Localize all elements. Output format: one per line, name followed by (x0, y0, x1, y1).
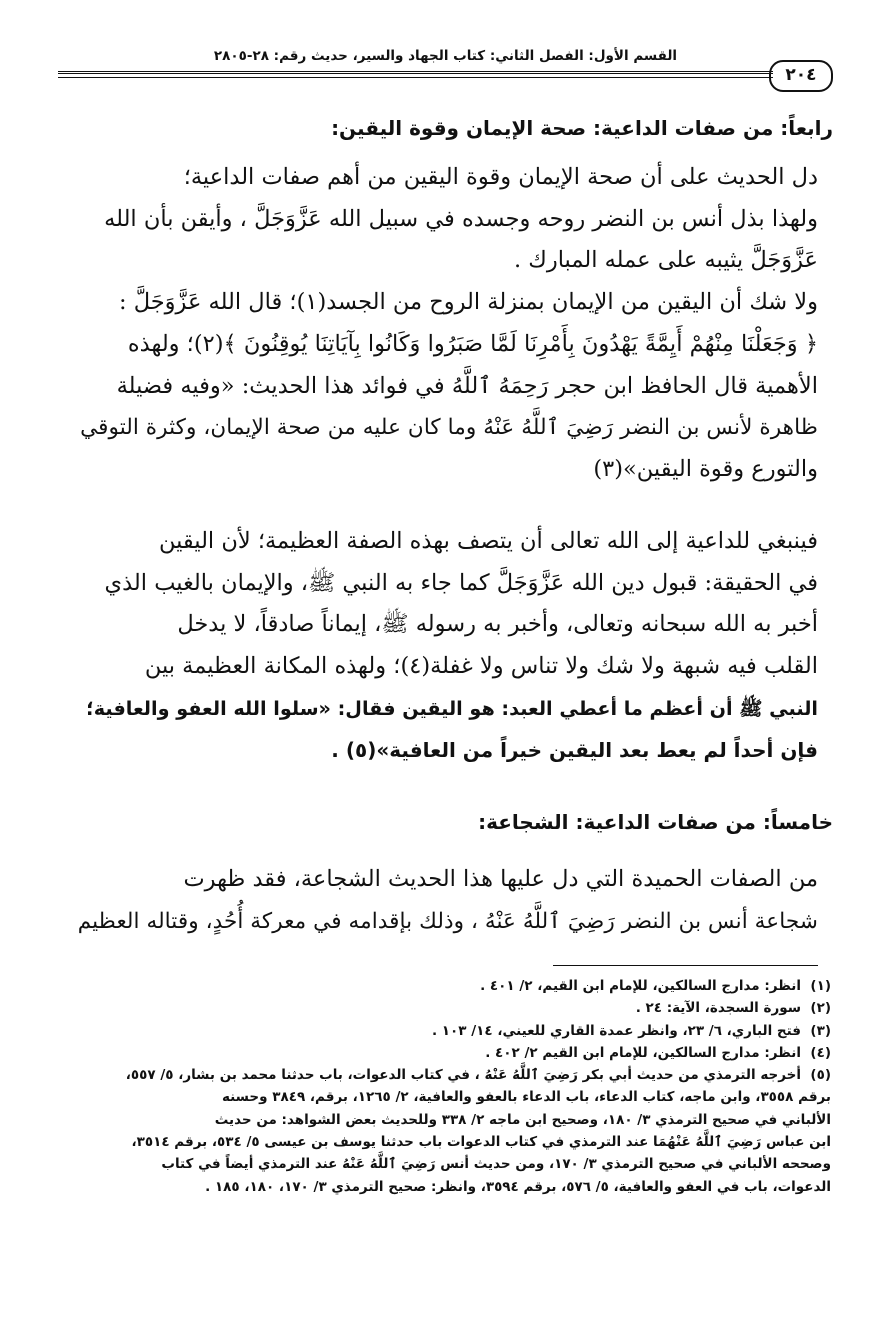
footnote-2 (80, 997, 831, 1019)
running-header: القسم الأول: الفصل الثاني: كتاب الجهاد والسير، حديث رقم: ٢٨-٢٨٠٥ (213, 48, 678, 64)
footnote-number: (١) (810, 978, 831, 994)
footnote-5-continued: برقم ٣٥٥٨، وابن ماجه، كتاب الدعاء، باب الدعاء بالعفو والعافية، ٢/ ١٢٦٥، برقم، ٣٨٤٩ وحسنه (221, 1089, 831, 1106)
footnote-number: (٤) (810, 1044, 831, 1061)
text-line: ولا شك أن اليقين من الإيمان بمنزلة الروح من الجسد(١)؛ قال الله عَزَّوَجَلَّ : (119, 289, 818, 316)
paragraph-courage (78, 859, 818, 942)
text-line: والتورع وقوة اليقين»(٣) (593, 455, 818, 482)
footnotes (80, 975, 831, 1198)
text-line: ولهذا بذل أنس بن النضر روحه وجسده في سبيل الله عَزَّوَجَلَّ ، وأيقن بأن الله (104, 205, 818, 232)
text-line: ظاهرة لأنس بن النضر رَضِيَ ٱللَّهُ عَنْهُ وما كان عليه من صحة الإيمان، وكثرة التوقي (80, 415, 818, 441)
footnote-3 (80, 1020, 831, 1042)
footnote-number: (٢) (810, 1000, 831, 1017)
header-rule (58, 71, 773, 78)
footnote-4 (80, 1042, 831, 1064)
text-line: القلب فيه شبهة ولا شك ولا تناس ولا غفلة(٤)؛ ولهذه المكانة العظيمة بين (144, 653, 818, 680)
paragraph-certainty (78, 521, 818, 771)
footnote-5-continued: الدعوات، باب في العفو والعافية، ٥/ ٥٧٦، برقم ٣٥٩٤، وانظر: صحيح الترمذي ٣/ ١٧٠، ١٨٠، ١٨٥ . (205, 1178, 831, 1195)
text-line: دل الحديث على أن صحة الإيمان وقوة اليقين من أهم صفات الداعية؛ (183, 164, 818, 190)
quran-verse-line: ﴿ وَجَعَلْنَا مِنْهُمْ أَيِمَّةً يَهْدُونَ بِأَمْرِنَا لَمَّا صَبَرُوا وَكَانُوا بِآيَاتِنَا يُوقِنُونَ ﴾(٢)؛ ولهذه (127, 330, 818, 357)
text-line: أخبر به الله سبحانه وتعالى، وأخبر به رسوله ﷺ، إيماناً صادقاً، لا يدخل (177, 611, 818, 638)
section-heading-faith: رابعاً: من صفات الداعية: صحة الإيمان وقوة اليقين: (331, 116, 833, 140)
paragraph-faith (78, 157, 818, 491)
footnote-number: (٣) (810, 1022, 831, 1039)
footnote-5-continued: وصححه الألباني في صحيح الترمذي ٣/ ١٧٠، ومن حديث أنس رَضِيَ ٱللَّهُ عَنْهُ عند الترمذي أيضاً في كتاب (161, 1156, 831, 1173)
footnote-text: سورة السجدة، الآية: ٢٤ . (635, 1000, 801, 1017)
footnote-5-continued: الألباني في صحيح الترمذي ٣/ ١٨٠، وصحيح ابن ماجه ٢/ ٣٣٨ وللحديث بعض الشواهد: من حديث (214, 1111, 831, 1128)
text-line: شجاعة أنس بن النضر رَضِيَ ٱللَّهُ عَنْهُ ، وذلك بإقدامه في معركة أُحُدٍ، وقتاله العظيم (77, 908, 818, 934)
footnote-1 (80, 975, 831, 997)
footnote-rule (553, 965, 818, 966)
text-line: عَزَّوَجَلَّ يثيبه على عمله المبارك . (513, 247, 818, 274)
text-line: الأهمية قال الحافظ ابن حجر رَحِمَهُ ٱللَّهُ في فوائد هذا الحديث: «وفيه فضيلة (116, 372, 818, 399)
text-line: في الحقيقة: قبول دين الله عَزَّوَجَلَّ كما جاء به النبي ﷺ، والإيمان بالغيب الذي (104, 569, 818, 596)
footnote-text: فتح الباري، ٦/ ٢٣، وانظر عمدة القاري للعيني، ١٤/ ١٠٣ . (431, 1022, 801, 1039)
hadith-line: النبي ﷺ أن أعظم ما أعطي العبد: هو اليقين فقال: «سلوا الله العفو والعافية؛ (86, 696, 818, 720)
footnote-text: انظر: مدارج السالكين، للإمام ابن القيم، ٢/ ٤٠١ . (480, 978, 801, 994)
section-heading-courage: خامساً: من صفات الداعية: الشجاعة: (478, 810, 833, 834)
text-line: من الصفات الحميدة التي دل عليها هذا الحديث الشجاعة، فقد ظهرت (183, 866, 818, 892)
page-number: ٢٠٤ (769, 60, 833, 92)
footnote-5 (80, 1064, 831, 1086)
footnote-text: أخرجه الترمذي من حديث أبي بكر رَضِيَ ٱللَّهُ عَنْهُ ، في كتاب الدعوات، باب حدثنا محمد بن بشار، ٥/ ٥٥٧، (125, 1067, 801, 1084)
hadith-line: فإن أحداً لم يعط بعد اليقين خيراً من العافية»(٥) . (331, 737, 818, 762)
footnote-text: انظر: مدارج السالكين، للإمام ابن القيم ٢/ ٤٠٢ . (485, 1044, 801, 1061)
footnote-number: (٥) (810, 1067, 831, 1084)
text-line: فينبغي للداعية إلى الله تعالى أن يتصف بهذه الصفة العظيمة؛ لأن اليقين (158, 528, 818, 554)
footnote-5-continued: ابن عباس رَضِيَ ٱللَّهُ عَنْهُمَا عند الترمذي في كتاب الدعوات باب حدثنا يوسف بن عيسى ٥/ ٥٣٤، برقم ٣٥١٤، (131, 1134, 831, 1151)
